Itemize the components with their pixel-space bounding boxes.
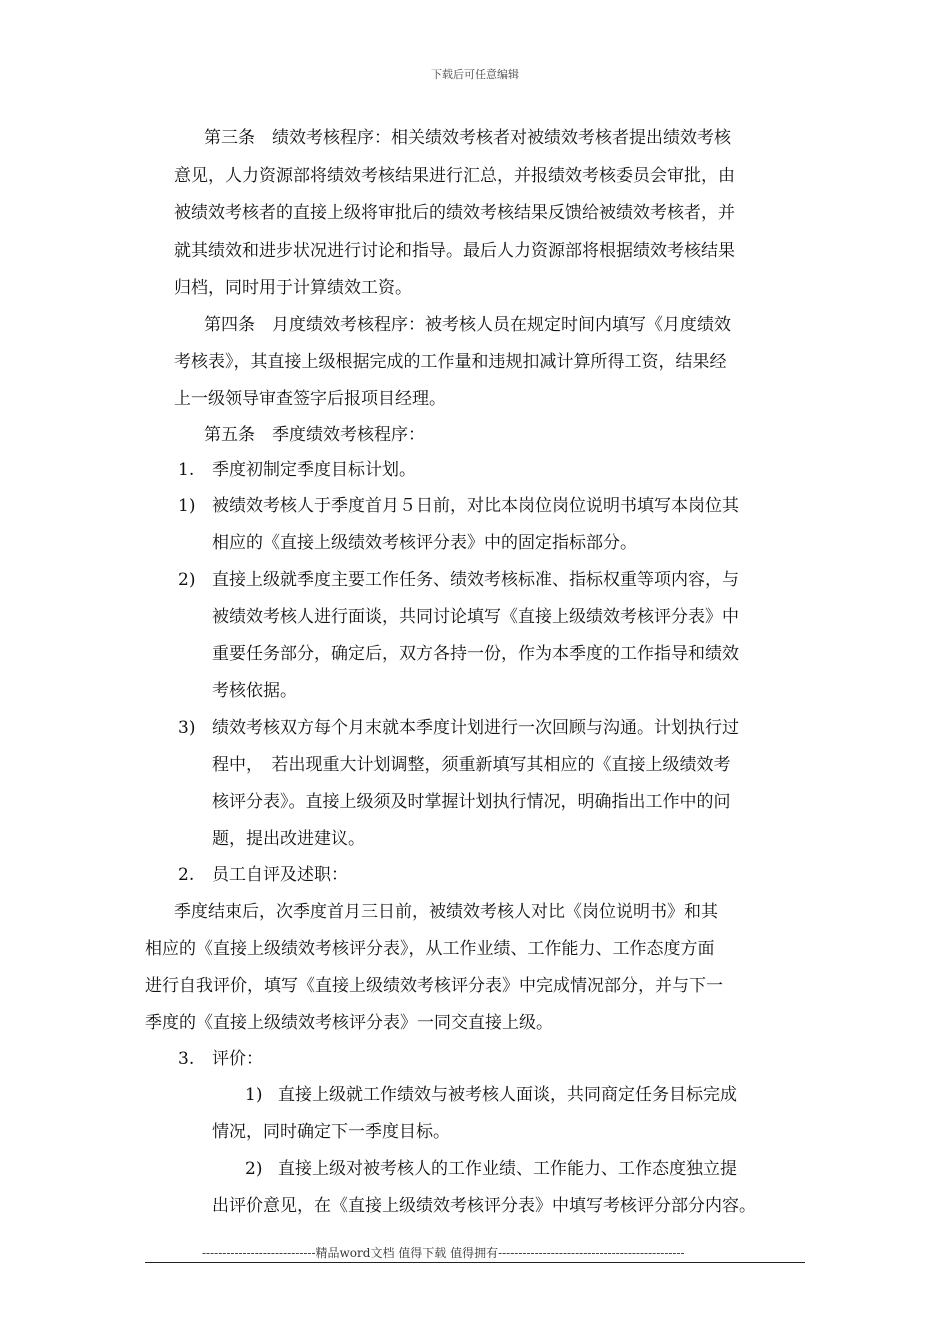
footer-divider	[145, 1262, 805, 1263]
sub-2-line-1: 直接上级就季度主要工作任务、绩效考核标准、指标权重等项内容，与	[212, 570, 739, 590]
article-3-line-2: 意见，人力资源部将绩效考核结果进行汇总，并报绩效考核委员会审批，由	[174, 166, 735, 186]
item-2-text: 员工自评及述职：	[212, 865, 348, 885]
eval-1-line-2: 情况，同时确定下一季度目标。	[212, 1122, 450, 1142]
item-3-text: 评价：	[212, 1049, 263, 1069]
sub-2-number: 2)	[178, 570, 196, 590]
item-3-number: 3.	[178, 1049, 195, 1069]
sub-3-line-1: 绩效考核双方每个月末就本季度计划进行一次回顾与沟通。计划执行过	[212, 718, 739, 738]
article-3-line-4: 就其绩效和进步状况进行讨论和指导。最后人力资源部将根据绩效考核结果	[174, 241, 735, 261]
article-4-line-2: 考核表》，其直接上级根据完成的工作量和违规扣减计算所得工资，结果经	[174, 352, 727, 372]
eval-2-line-2: 出评价意见，在《直接上级绩效考核评分表》中填写考核评分部分内容。	[212, 1196, 756, 1216]
sub-3-line-2: 程中， 若出现重大计划调整，须重新填写其相应的《直接上级绩效考	[212, 755, 731, 775]
eval-2-line-1: 直接上级对被考核人的工作业绩、工作能力、工作态度独立提	[278, 1159, 737, 1179]
page-header: 下载后可任意编辑	[431, 68, 519, 81]
sub-1-line-2: 相应的《直接上级绩效考核评分表》中的固定指标部分。	[212, 533, 637, 553]
article-3-line-5: 归档，同时用于计算绩效工资。	[174, 278, 412, 298]
article-3-line-1: 第三条 绩效考核程序：相关绩效考核者对被绩效考核者提出绩效考核	[204, 128, 731, 148]
sub-2-line-2: 被绩效考核人进行面谈，共同讨论填写《直接上级绩效考核评分表》中	[212, 607, 739, 627]
eval-1-number: 1)	[245, 1085, 263, 1105]
sub-2-line-4: 考核依据。	[212, 681, 297, 701]
article-3-line-3: 被绩效考核者的直接上级将审批后的绩效考核结果反馈给被绩效考核者，并	[174, 203, 735, 223]
sub-3-line-4: 题，提出改进建议。	[212, 829, 365, 849]
sub-3-number: 3)	[178, 718, 196, 738]
item-2-body-line-4: 季度的《直接上级绩效考核评分表》一同交直接上级。	[145, 1013, 553, 1033]
sub-1-number: 1)	[178, 496, 196, 516]
article-4-line-3: 上一级领导审查签字后报项目经理。	[174, 389, 446, 409]
article-5-heading: 第五条 季度绩效考核程序：	[204, 425, 425, 445]
sub-3-line-3: 核评分表》。直接上级须及时掌握计划执行情况，明确指出工作中的问	[212, 792, 731, 812]
sub-1-line-1: 被绩效考核人于季度首月５日前，对比本岗位岗位说明书填写本岗位其	[212, 496, 739, 516]
item-2-body-line-1: 季度结束后，次季度首月三日前，被绩效考核人对比《岗位说明书》和其	[174, 902, 718, 922]
item-2-number: 2.	[178, 865, 195, 885]
item-1-text: 季度初制定季度目标计划。	[212, 460, 416, 480]
article-4-line-1: 第四条 月度绩效考核程序：被考核人员在规定时间内填写《月度绩效	[204, 315, 731, 335]
page-footer: ----------------------------精品word文档 值得下载 值得拥有----------------------------------------------	[202, 1246, 685, 1260]
item-2-body-line-2: 相应的《直接上级绩效考核评分表》，从工作业绩、工作能力、工作态度方面	[145, 939, 715, 959]
item-1-number: 1.	[178, 460, 195, 480]
eval-2-number: 2)	[245, 1159, 263, 1179]
sub-2-line-3: 重要任务部分，确定后，双方各持一份，作为本季度的工作指导和绩效	[212, 644, 739, 664]
eval-1-line-1: 直接上级就工作绩效与被考核人面谈，共同商定任务目标完成	[278, 1085, 737, 1105]
item-2-body-line-3: 进行自我评价，填写《直接上级绩效考核评分表》中完成情况部分，并与下一	[145, 976, 723, 996]
